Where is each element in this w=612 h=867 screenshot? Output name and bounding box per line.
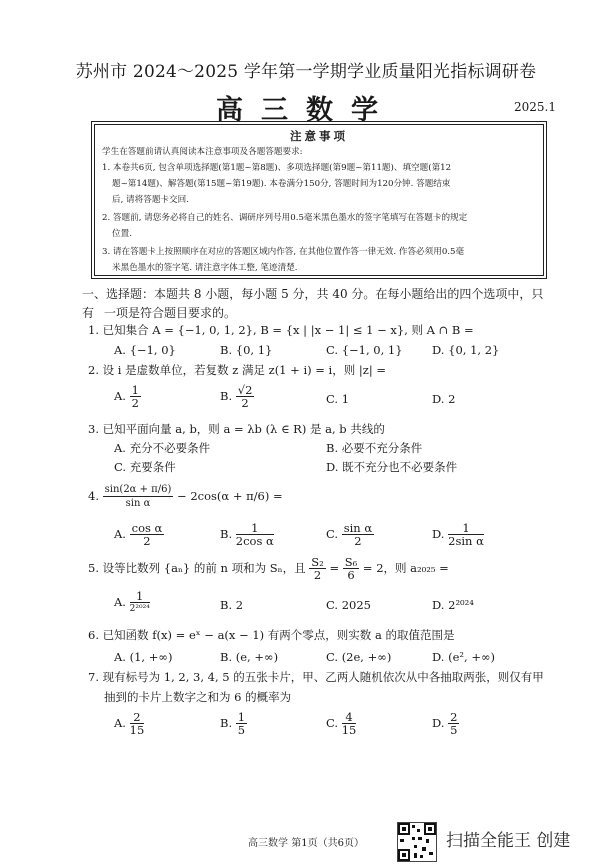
denominator: 2 (354, 534, 362, 548)
fraction (236, 711, 247, 737)
denominator: 2²⁰²⁴ (129, 604, 150, 614)
q5-option-b: B. 2 (220, 598, 244, 612)
option-letter: D. (432, 716, 445, 730)
numerator: sin α (343, 521, 373, 535)
option-letter: C. (326, 716, 339, 730)
question-7-stem-cont: 抽到的卡片上数字之和为 6 的概率为 (104, 690, 292, 704)
option-letter: B. (220, 389, 233, 403)
section-heading: 一、选择题：本题共 8 小题，每小题 5 分，共 40 分。在每小题给出的四个选项中，只有 (82, 287, 544, 320)
denominator: 5 (450, 723, 458, 737)
q4-option-d (432, 522, 484, 548)
numerator: 1 (237, 710, 246, 724)
numerator: 1 (131, 383, 139, 397)
q5-option-d: D. 2²⁰²⁴ (432, 598, 474, 612)
q7-option-a (114, 711, 144, 737)
fraction (236, 522, 274, 548)
numerator: cos α (131, 521, 163, 535)
denominator: 2sin α (448, 534, 484, 548)
numerator: 4 (342, 711, 357, 724)
equals-sign: = (329, 561, 340, 575)
question-7-stem: 7. 现有标号为 1, 2, 3, 4, 5 的五张卡片，甲、乙两人随机依次从中各抽取两张，则仅有甲 (88, 670, 544, 684)
question-6-stem: 6. 已知函数 f(x) = eˣ − a(x − 1) 有两个零点，则实数 a 的取值范围是 (88, 628, 455, 642)
exam-date: 2025.1 (514, 100, 556, 114)
notice-title: 注意事项 (290, 129, 348, 143)
numerator: √2 (237, 383, 253, 397)
q1-option-c: C. {−1, 0, 1} (326, 343, 403, 357)
option-letter: B. (220, 716, 233, 730)
q4-option-b (220, 522, 274, 548)
q6-option-c: C. (2e, +∞) (326, 650, 392, 664)
q6-option-a: A. (1, +∞) (114, 650, 173, 664)
q5-option-c: C. 2025 (326, 598, 371, 612)
question-2-stem: 2. 设 i 是虚数单位，若复数 z 满足 z(1 + i) = i，则 |z| = (88, 363, 386, 377)
q1-option-a: A. {−1, 0} (114, 343, 176, 357)
notice-line: 米黑色墨水的签字笔. 请注意字体工整, 笔迹清楚. (112, 263, 298, 273)
denominator: 5 (237, 723, 246, 737)
denominator: 2 (131, 396, 139, 410)
q7-option-b (220, 711, 247, 737)
denominator: 15 (129, 723, 145, 737)
denominator: 2 (313, 568, 322, 582)
option-letter: C. (326, 527, 339, 541)
fraction (103, 484, 174, 510)
notice-line: 后, 请将答题卡交回. (112, 195, 189, 205)
numerator: S₆ (344, 555, 358, 569)
q7-option-d (432, 711, 459, 737)
scanner-watermark: 扫描全能王 创建 (446, 831, 571, 851)
q4-option-c (326, 522, 374, 548)
numerator: 1 (236, 522, 274, 535)
q6-option-d: D. (e², +∞) (432, 650, 496, 664)
fraction (342, 711, 357, 737)
fraction (130, 711, 145, 737)
fraction (448, 711, 459, 737)
option-letter: A. (114, 595, 126, 609)
numerator: 1 (130, 590, 150, 603)
fraction (130, 522, 165, 548)
question-number: 4. (88, 489, 99, 503)
q3-option-a: A. 充分不必要条件 (114, 441, 211, 455)
denominator: 2 (241, 396, 249, 410)
q2-option-c: C. 1 (326, 392, 350, 406)
fraction (448, 522, 484, 548)
q1-option-d: D. {0, 1, 2} (432, 343, 500, 357)
numerator: 2 (450, 710, 458, 724)
q7-option-c (326, 711, 356, 737)
q2-option-a (114, 384, 141, 410)
numerator: 1 (448, 522, 484, 535)
subject-title: 高三数学 (216, 95, 396, 126)
option-letter: A. (114, 527, 126, 541)
fraction (236, 384, 255, 410)
denominator: 15 (341, 723, 357, 737)
stem-part: 5. 设等比数列 {aₙ} 的前 n 项和为 Sₙ，且 (88, 561, 306, 575)
numerator: S₂ (311, 555, 324, 569)
notice-line: 2. 答题前, 请您务必将自己的姓名、调研序列号用0.5毫米黑色墨水的签字笔填写在答题卡的规定 (102, 213, 468, 223)
notice-line: 3. 请在答题卡上按照顺序在对应的答题区域内作答, 在其他位置作答一律无效. 作答必须用0.5毫 (102, 247, 465, 257)
exam-title: 苏州市 2024～2025 学年第一学期学业质量阳光指标调研卷 (75, 62, 537, 82)
q3-option-b: B. 必要不充分条件 (326, 441, 423, 455)
numerator: 2 (130, 711, 145, 724)
section-heading-cont: 一项是符合题目要求的。 (104, 306, 237, 320)
notice-line: 学生在答题前请认真阅读本注意事项及各题答题要求: (102, 147, 303, 157)
stem-rest: − 2cos(α + π/6) = (177, 489, 283, 503)
page-footer: 高三数学 第1页（共6页） (248, 838, 364, 849)
fraction (343, 556, 360, 582)
q1-option-b: B. {0, 1} (220, 343, 273, 357)
notice-line: 位置. (112, 229, 132, 239)
notice-line: 1. 本卷共6页, 包含单项选择题(第1题~第8题)、多项选择题(第9题~第11题)、填空题(第12 (102, 163, 452, 173)
option-letter: A. (114, 716, 126, 730)
q2-option-b (220, 384, 254, 410)
denominator: 6 (347, 568, 355, 582)
denominator: 2 (143, 534, 151, 548)
q5-option-a (114, 590, 150, 616)
q2-option-d: D. 2 (432, 392, 456, 406)
option-letter: B. (220, 527, 233, 541)
q3-option-d: D. 既不充分也不必要条件 (326, 460, 458, 474)
question-4-stem (88, 484, 283, 510)
question-1-stem: 1. 已知集合 A = {−1, 0, 1, 2}, B = {x | |x − 1| ≤ 1 − x}, 则 A ∩ B = (88, 323, 474, 337)
fraction (309, 556, 326, 582)
notice-line: 题~第14题)、解答题(第15题~第19题). 本卷满分150分, 答题时间为120分钟. 答题结束 (112, 179, 451, 189)
q6-option-b: B. (e, +∞) (220, 650, 279, 664)
q3-option-c: C. 充要条件 (114, 460, 176, 474)
question-3-stem: 3. 已知平面向量 a, b，则 a = λb (λ ∈ R) 是 a, b 共线的 (88, 422, 385, 436)
qr-code-graphic (398, 823, 436, 861)
q4-option-a (114, 522, 164, 548)
fraction (342, 522, 374, 548)
numerator: sin(2α + π/6) (104, 484, 172, 495)
denominator: 2cos α (235, 534, 274, 548)
qr-code-icon (397, 822, 437, 862)
denominator: sin α (125, 498, 151, 509)
option-letter: D. (432, 527, 445, 541)
stem-part: = 2，则 a₂₀₂₅ = (362, 561, 449, 575)
question-5-stem (88, 556, 449, 582)
fraction (130, 384, 141, 410)
option-letter: A. (114, 389, 126, 403)
notice-box (91, 121, 547, 279)
fraction (130, 590, 150, 616)
